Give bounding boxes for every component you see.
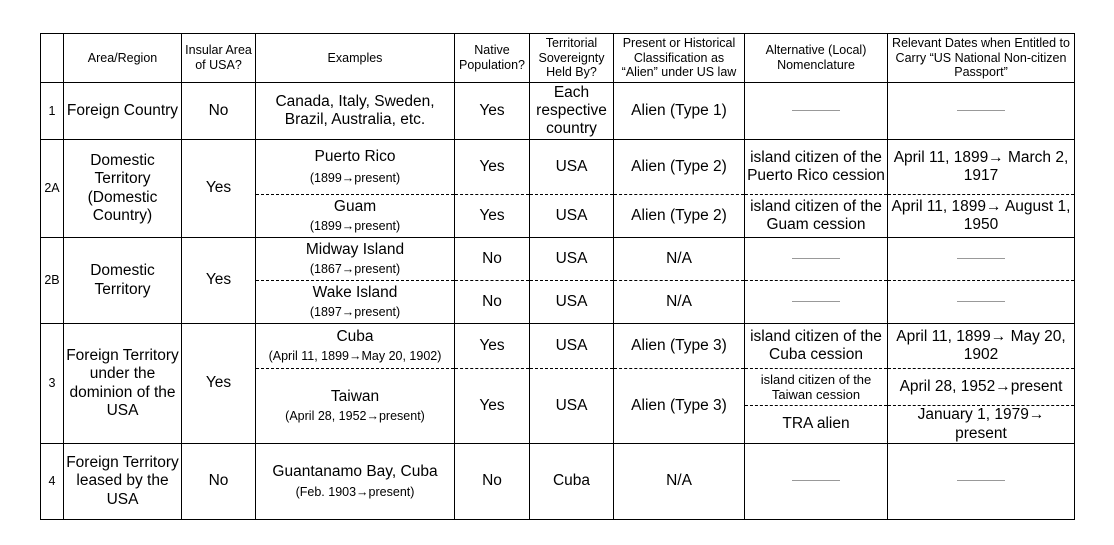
examples-cell [256, 238, 455, 281]
insular-cell: Yes [182, 140, 256, 238]
table-row [41, 324, 1075, 369]
example-years: (1899→present) [309, 170, 401, 185]
dates-cell: April 11, 1899→ March 2, 1917 [888, 140, 1075, 195]
nomenclature-cell: island citizen of the Puerto Rico cession [745, 140, 888, 195]
empty-dash [957, 110, 1005, 111]
dates-cell [888, 281, 1075, 324]
sovereignty-cell: USA [530, 281, 614, 324]
classification-cell: N/A [614, 444, 745, 520]
example-name: Midway Island [305, 241, 405, 259]
table-row [41, 444, 1075, 520]
native-population-cell: No [455, 444, 530, 520]
native-population-cell: No [455, 238, 530, 281]
area-region-cell: Foreign Country [64, 83, 182, 140]
row-number: 1 [41, 83, 64, 140]
dates-cell [888, 83, 1075, 140]
example-years: (April 11, 1899→May 20, 1902) [268, 348, 442, 363]
sovereignty-cell: USA [530, 369, 614, 444]
area-region-cell: Foreign Territory leased by the USA [64, 444, 182, 520]
sovereignty-cell: USA [530, 195, 614, 238]
insular-cell: No [182, 83, 256, 140]
example-name: Puerto Rico [314, 148, 396, 166]
example-name: Guantanamo Bay, Cuba [272, 462, 438, 480]
sovereignty-cell: Each respective country [530, 83, 614, 140]
classification-cell: Alien (Type 2) [614, 195, 745, 238]
nomenclature-cell [745, 444, 888, 520]
nomenclature-cell: island citizen of the Taiwan cession [745, 369, 888, 406]
header-insular-area: Insular Area of USA? [182, 34, 256, 83]
dates-cell: April 28, 1952→present [888, 369, 1075, 406]
header-passport-dates: Relevant Dates when Entitled to Carry “US National Non-citizen Passport” [888, 34, 1075, 83]
examples-cell [256, 140, 455, 195]
nomenclature-cell [745, 281, 888, 324]
header-alien-classification: Present or Historical Classification as “Alien” under US law [614, 34, 745, 83]
examples-cell [256, 324, 455, 369]
row-number: 2A [41, 140, 64, 238]
native-population-cell: Yes [455, 369, 530, 444]
header-territorial-sovereignty: Territorial Sovereignty Held By? [530, 34, 614, 83]
example-years: (Feb. 1903→present) [295, 485, 415, 500]
row-number: 2B [41, 238, 64, 324]
header-local-nomenclature: Alternative (Local) Nomenclature [745, 34, 888, 83]
table-row [41, 140, 1075, 195]
area-region-cell: Domestic Territory (Domestic Country) [64, 140, 182, 238]
citizenship-classification-table [40, 33, 1075, 520]
classification-cell: Alien (Type 3) [614, 324, 745, 369]
header-row [41, 34, 1075, 83]
row-number: 4 [41, 444, 64, 520]
native-population-cell: Yes [455, 324, 530, 369]
empty-dash [792, 258, 840, 259]
native-population-cell: Yes [455, 83, 530, 140]
nomenclature-cell: TRA alien [745, 406, 888, 444]
classification-cell: N/A [614, 238, 745, 281]
example-name: Cuba [336, 328, 374, 346]
sovereignty-cell: USA [530, 238, 614, 281]
table-row [41, 83, 1075, 140]
examples-cell [256, 195, 455, 238]
example-name: Wake Island [312, 284, 398, 302]
native-population-cell: Yes [455, 195, 530, 238]
area-region-cell: Domestic Territory [64, 238, 182, 324]
area-region-cell: Foreign Territory under the dominion of the USA [64, 324, 182, 444]
classification-cell: Alien (Type 2) [614, 140, 745, 195]
example-name: Guam [333, 198, 377, 216]
example-years: (1897→present) [309, 304, 401, 319]
insular-cell: Yes [182, 324, 256, 444]
examples-cell: Canada, Italy, Sweden, Brazil, Australia, etc. [256, 83, 455, 140]
insular-cell: Yes [182, 238, 256, 324]
examples-cell [256, 369, 455, 444]
header-examples: Examples [256, 34, 455, 83]
examples-cell [256, 444, 455, 520]
header-number [41, 34, 64, 83]
example-years: (1867→present) [309, 261, 401, 276]
dates-cell [888, 238, 1075, 281]
sovereignty-cell: USA [530, 324, 614, 369]
empty-dash [792, 301, 840, 302]
nomenclature-cell [745, 238, 888, 281]
classification-cell: Alien (Type 3) [614, 369, 745, 444]
dates-cell: April 11, 1899→ August 1, 1950 [888, 195, 1075, 238]
sovereignty-cell: USA [530, 140, 614, 195]
native-population-cell: No [455, 281, 530, 324]
examples-cell [256, 281, 455, 324]
native-population-cell: Yes [455, 140, 530, 195]
empty-dash [957, 301, 1005, 302]
example-years: (1899→present) [309, 218, 401, 233]
dates-cell [888, 444, 1075, 520]
example-name: Taiwan [330, 388, 380, 406]
empty-dash [957, 480, 1005, 481]
classification-cell: N/A [614, 281, 745, 324]
empty-dash [957, 258, 1005, 259]
sovereignty-cell: Cuba [530, 444, 614, 520]
nomenclature-cell [745, 83, 888, 140]
header-native-population: Native Population? [455, 34, 530, 83]
header-area-region: Area/Region [64, 34, 182, 83]
classification-cell: Alien (Type 1) [614, 83, 745, 140]
table-row [41, 238, 1075, 281]
empty-dash [792, 110, 840, 111]
nomenclature-cell: island citizen of the Guam cession [745, 195, 888, 238]
dates-cell: January 1, 1979→ present [888, 406, 1075, 444]
example-years: (April 28, 1952→present) [285, 408, 425, 423]
dates-cell: April 11, 1899→ May 20, 1902 [888, 324, 1075, 369]
insular-cell: No [182, 444, 256, 520]
row-number: 3 [41, 324, 64, 444]
nomenclature-cell: island citizen of the Cuba cession [745, 324, 888, 369]
empty-dash [792, 480, 840, 481]
